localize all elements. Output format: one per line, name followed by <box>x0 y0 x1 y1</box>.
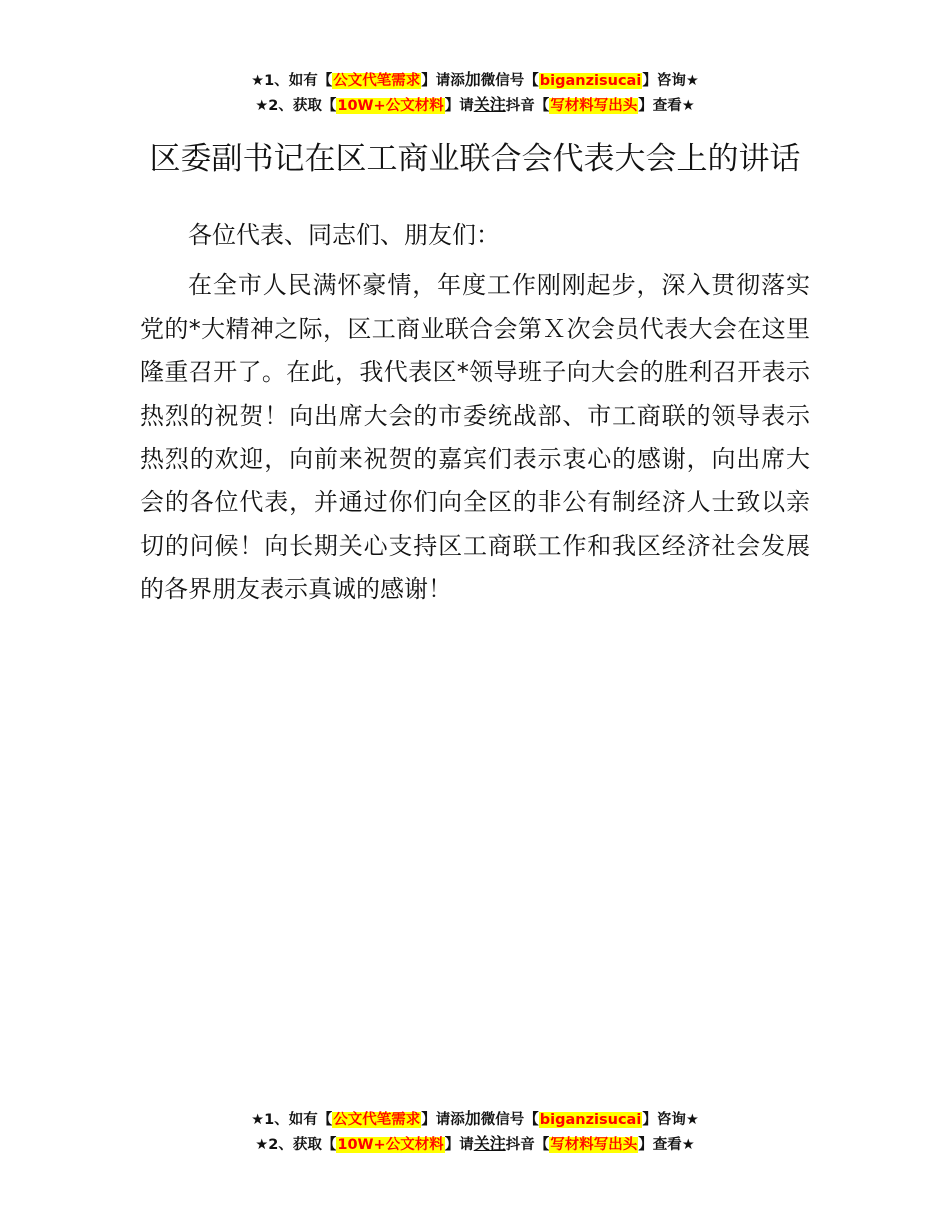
star-icon: ★ <box>251 1112 265 1128</box>
promo-line-1: ★1、如有【公文代笔需求】请添加微信号【biganzisucai】咨询★ <box>251 1109 699 1128</box>
materials-highlight: 10W+公文材料 <box>337 98 444 114</box>
star-icon: ★ <box>255 1137 269 1153</box>
materials-highlight: 10W+公文材料 <box>337 1137 444 1153</box>
star-icon: ★ <box>685 73 699 89</box>
ghostwriting-highlight: 公文代笔需求 <box>333 73 421 89</box>
douyin-account-highlight: 写材料写出头 <box>550 1137 638 1153</box>
promo-banner-bottom <box>0 1107 950 1157</box>
wechat-id-highlight: biganzisucai <box>539 1112 642 1128</box>
star-icon: ★ <box>255 98 269 114</box>
wechat-id-highlight: biganzisucai <box>539 73 642 89</box>
promo-banner-top <box>0 68 950 118</box>
body-paragraph: 在全市人民满怀豪情，年度工作刚刚起步，深入贯彻落实党的*大精神之际，区工商业联合会第Ｘ次会员代表大会在这里隆重召开了。在此，我代表区*领导班子向大会的胜利召开表示热烈的祝贺！向出席大会的市委统战部、市工商联的领导表示热烈的欢迎，向前来祝贺的嘉宾们表示衷心的感谢，向出席大会的各位代表，并通过你们向全区的非公有制经济人士致以亲切的问候！向长期关心支持区工商联工作和我区经济社会发展的各界朋友表示真诚的感谢！ <box>140 271 810 604</box>
star-icon: ★ <box>685 1112 699 1128</box>
document-body <box>140 214 810 619</box>
star-icon: ★ <box>681 98 695 114</box>
document-title: 区委副书记在区工商业联合会代表大会上的讲话 <box>149 140 801 177</box>
promo-line-2: ★2、获取【10W+公文材料】请关注抖音【写材料写出头】查看★ <box>255 1134 695 1153</box>
promo-line-2: ★2、获取【10W+公文材料】请关注抖音【写材料写出头】查看★ <box>255 95 695 114</box>
star-icon: ★ <box>251 73 265 89</box>
douyin-account-highlight: 写材料写出头 <box>550 98 638 114</box>
salutation: 各位代表、同志们、朋友们： <box>188 221 500 249</box>
star-icon: ★ <box>681 1137 695 1153</box>
ghostwriting-highlight: 公文代笔需求 <box>333 1112 421 1128</box>
promo-line-1: ★1、如有【公文代笔需求】请添加微信号【biganzisucai】咨询★ <box>251 70 699 89</box>
